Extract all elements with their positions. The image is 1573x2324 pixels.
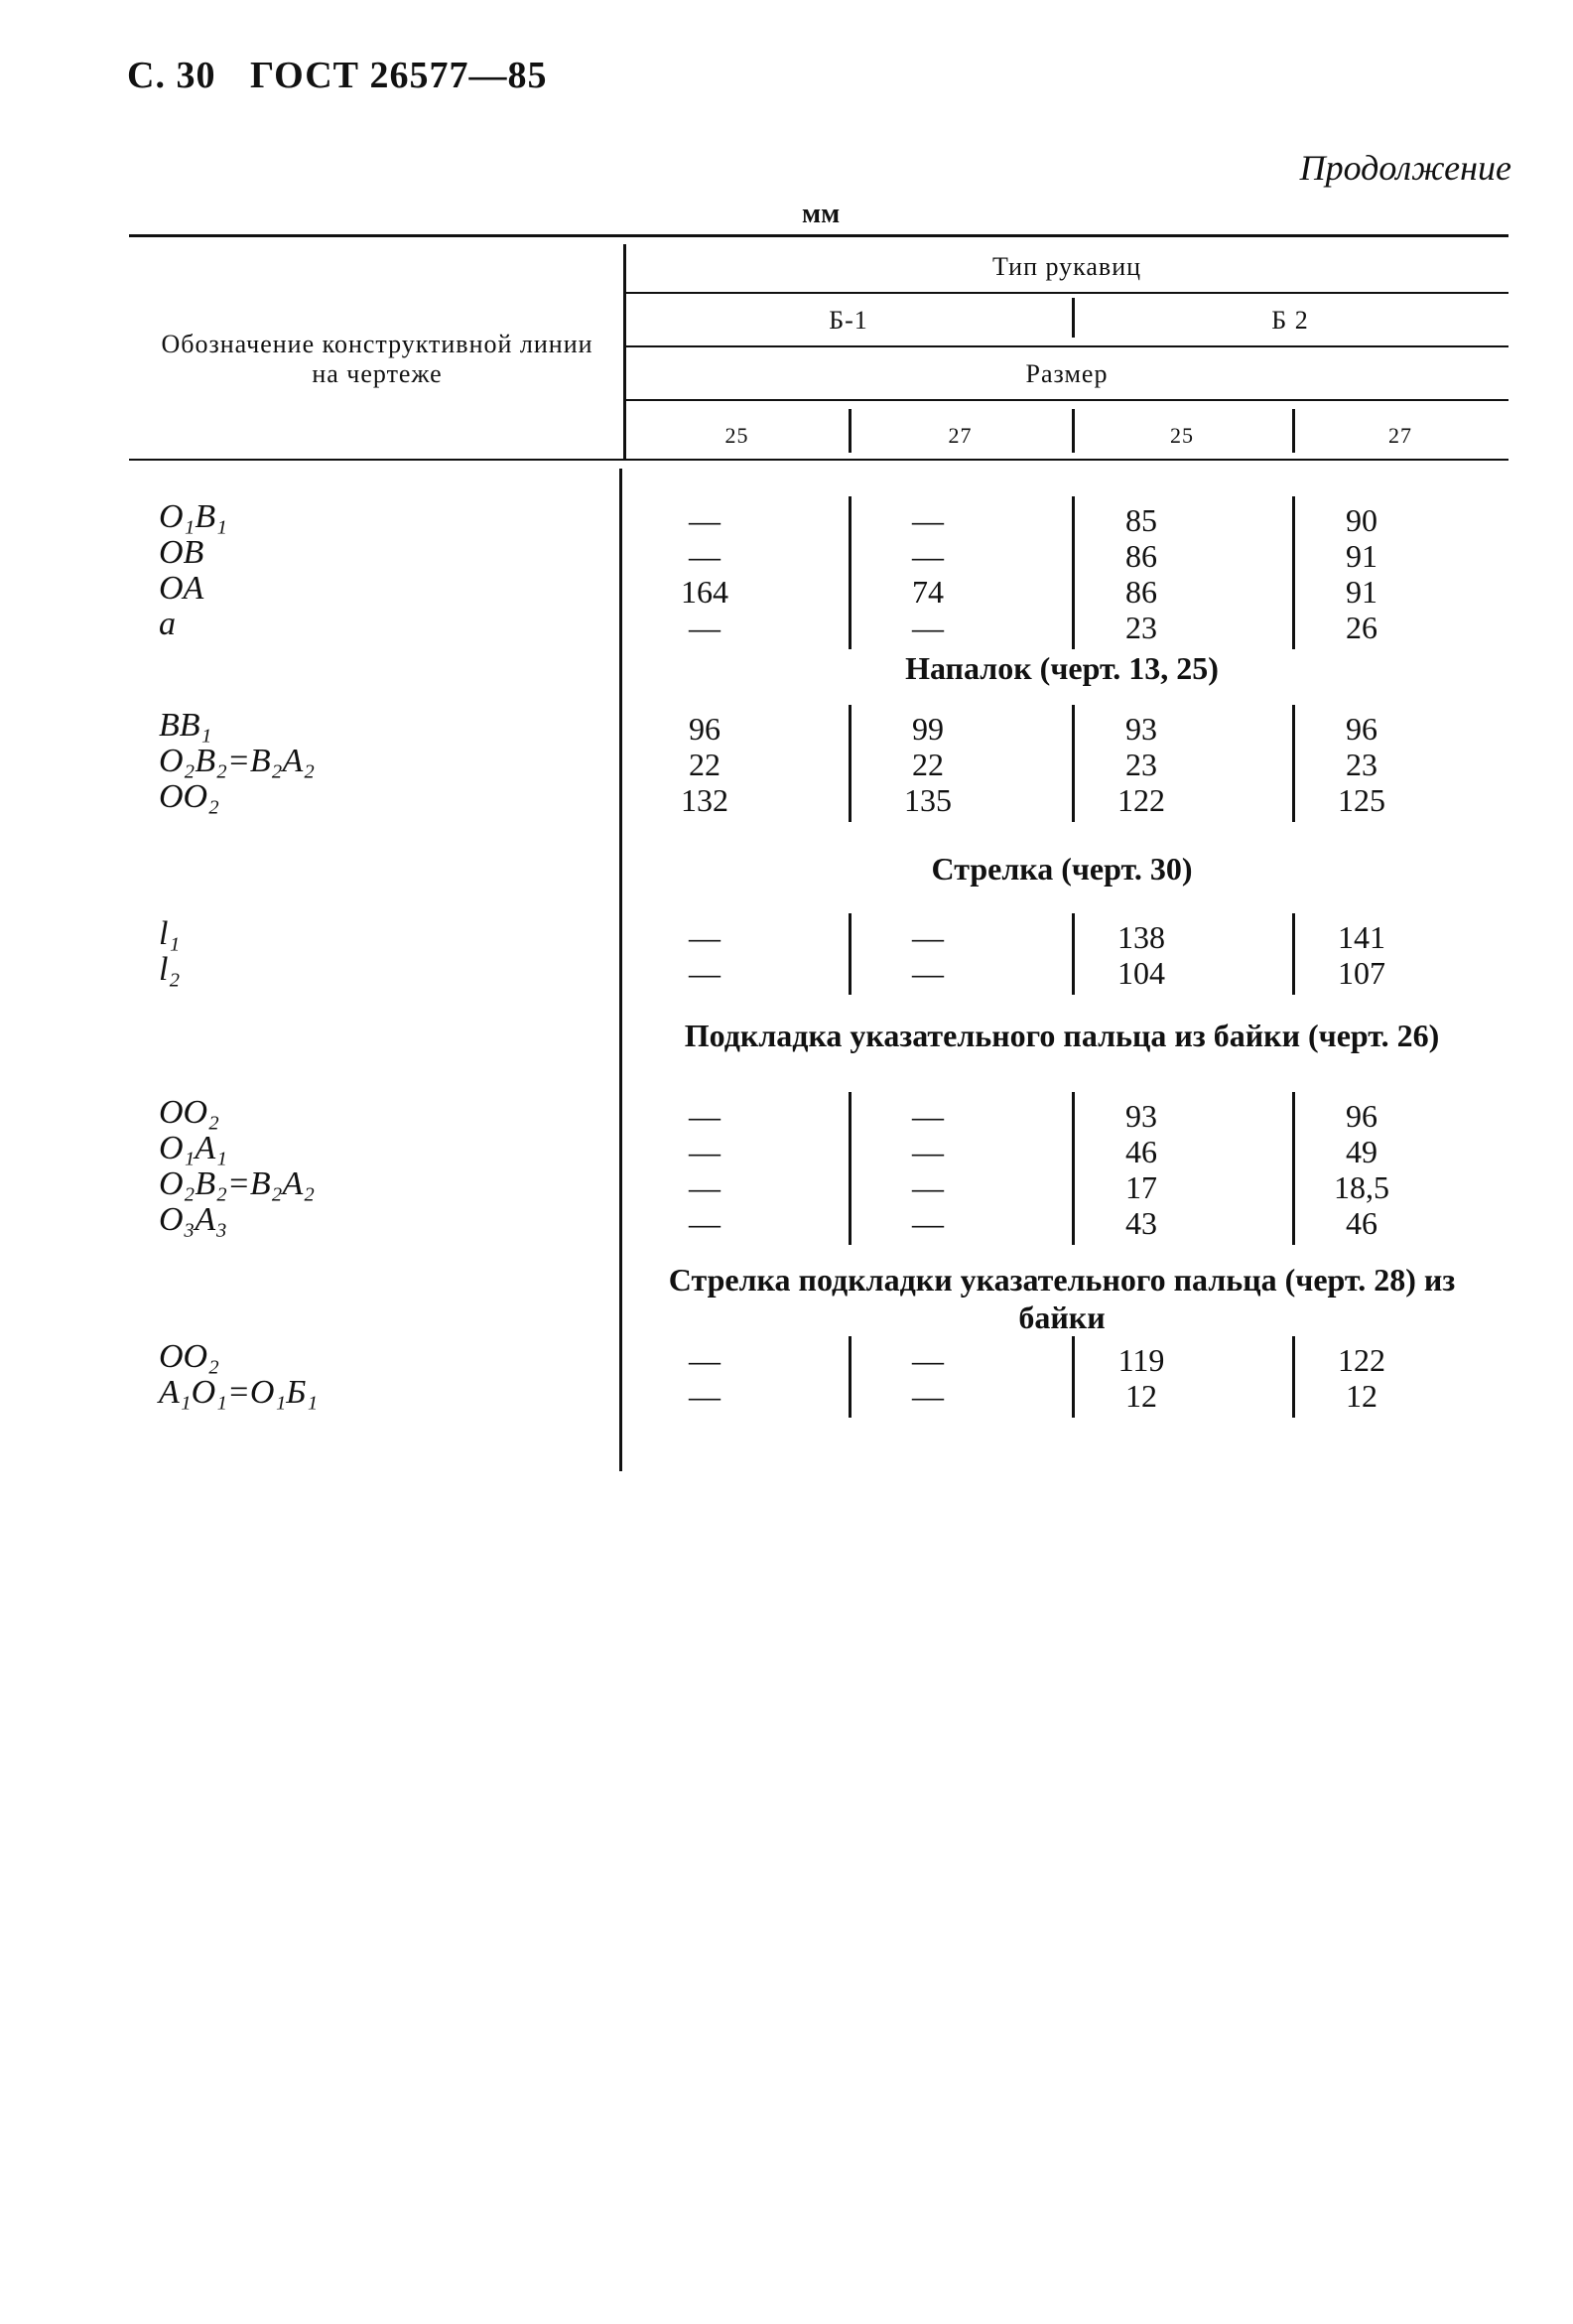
- table-cell: 96: [1346, 1098, 1377, 1134]
- table-cell: 43: [1125, 1205, 1157, 1241]
- table-cell: 26: [1346, 610, 1377, 645]
- row-label: OB: [159, 534, 204, 571]
- table-cell: —: [912, 538, 944, 574]
- table-cell: —: [912, 610, 944, 645]
- row-label: l₂: [159, 951, 181, 988]
- row-label: OO₂: [159, 1338, 219, 1375]
- table-cell: —: [689, 955, 721, 991]
- table-cell: 96: [689, 711, 721, 747]
- table-cell: —: [689, 1205, 721, 1241]
- table-cell: 22: [912, 747, 944, 782]
- table-cell: 91: [1346, 538, 1377, 574]
- row-label: OO₂: [159, 1094, 219, 1131]
- table-cell: 138: [1117, 919, 1165, 955]
- size-b1-27: 27: [948, 423, 973, 448]
- section-title: Напалок (черт. 13, 25): [905, 650, 1219, 686]
- table-cell: 132: [681, 782, 728, 818]
- table-cell: 12: [1346, 1378, 1377, 1414]
- table-cell: 85: [1125, 502, 1157, 538]
- row-label: OO₂: [159, 778, 219, 815]
- table-cell: 122: [1117, 782, 1165, 818]
- table-cell: 107: [1338, 955, 1385, 991]
- table-cell: 46: [1125, 1134, 1157, 1169]
- continuation-label: Продолжение: [1299, 148, 1511, 188]
- section-title: Стрелка подкладки указательного пальца (черт. 28) из байки: [668, 1262, 1456, 1335]
- table-cell: —: [689, 610, 721, 645]
- table-cell: —: [912, 1098, 944, 1134]
- table-cell: 135: [904, 782, 952, 818]
- row-label: O₃A₃: [159, 1201, 227, 1238]
- page-number: С. 30: [127, 55, 216, 96]
- table-cell: 12: [1125, 1378, 1157, 1414]
- units-label: мм: [802, 199, 841, 229]
- table-cell: —: [912, 1342, 944, 1378]
- table-cell: 91: [1346, 574, 1377, 610]
- size-header: Размер: [1025, 359, 1109, 388]
- table-cell: 17: [1125, 1169, 1157, 1205]
- table-cell: —: [689, 919, 721, 955]
- table-cell: 86: [1125, 574, 1157, 610]
- table-cell: 125: [1338, 782, 1385, 818]
- table-cell: —: [912, 1378, 944, 1414]
- standard-number: ГОСТ 26577—85: [249, 55, 548, 96]
- table-cell: —: [689, 538, 721, 574]
- row-label: a: [159, 606, 176, 642]
- table-cell: —: [689, 502, 721, 538]
- table-cell: —: [689, 1098, 721, 1134]
- table-cell: 96: [1346, 711, 1377, 747]
- table-cell: 23: [1125, 610, 1157, 645]
- row-label: l₁: [159, 915, 181, 952]
- type-b2: Б 2: [1271, 306, 1309, 335]
- table-cell: 122: [1338, 1342, 1385, 1378]
- dimensions-table: [129, 234, 1508, 1465]
- size-b2-25: 25: [1170, 423, 1194, 448]
- row-label: A₁O₁=O₁Б₁: [159, 1374, 319, 1411]
- table-cell: —: [912, 919, 944, 955]
- section-title: Подкладка указательного пальца из байки (черт. 26): [684, 1018, 1440, 1053]
- table-cell: 164: [681, 574, 728, 610]
- row-label: O₂B₂=B₂A₂: [159, 743, 316, 779]
- table-cell: —: [689, 1134, 721, 1169]
- table-cell: 23: [1125, 747, 1157, 782]
- table-cell: —: [912, 1134, 944, 1169]
- row-label: OA: [159, 570, 204, 607]
- row-label: BB₁: [159, 707, 212, 744]
- row-label: O₁A₁: [159, 1130, 227, 1166]
- size-b1-25: 25: [724, 423, 749, 448]
- table-cell: —: [912, 955, 944, 991]
- row-label: O₁B₁: [159, 498, 227, 535]
- type-b1: Б-1: [829, 306, 868, 335]
- table-cell: 119: [1117, 1342, 1165, 1378]
- table-cell: —: [689, 1342, 721, 1378]
- table-cell: —: [689, 1378, 721, 1414]
- designation-header: Обозначение конструктивной линии на чертеже: [161, 330, 593, 388]
- size-b2-27: 27: [1388, 423, 1412, 448]
- table-cell: 141: [1338, 919, 1385, 955]
- table-cell: 90: [1346, 502, 1377, 538]
- table-cell: 93: [1125, 711, 1157, 747]
- table-cell: 22: [689, 747, 721, 782]
- table-cell: —: [689, 1169, 721, 1205]
- page-header: [127, 54, 572, 97]
- section-title: Стрелка (черт. 30): [931, 851, 1193, 887]
- table-cell: 18,5: [1334, 1169, 1389, 1205]
- table-cell: —: [912, 1205, 944, 1241]
- table-cell: 99: [912, 711, 944, 747]
- table-cell: 86: [1125, 538, 1157, 574]
- table-cell: 46: [1346, 1205, 1377, 1241]
- table-cell: 93: [1125, 1098, 1157, 1134]
- type-header: Тип рукавиц: [991, 252, 1142, 281]
- table-cell: 104: [1117, 955, 1165, 991]
- table-cell: 49: [1346, 1134, 1377, 1169]
- table-cell: —: [912, 1169, 944, 1205]
- table-cell: 74: [912, 574, 944, 610]
- row-label: O₂B₂=B₂A₂: [159, 1165, 316, 1202]
- table-cell: 23: [1346, 747, 1377, 782]
- table-cell: —: [912, 502, 944, 538]
